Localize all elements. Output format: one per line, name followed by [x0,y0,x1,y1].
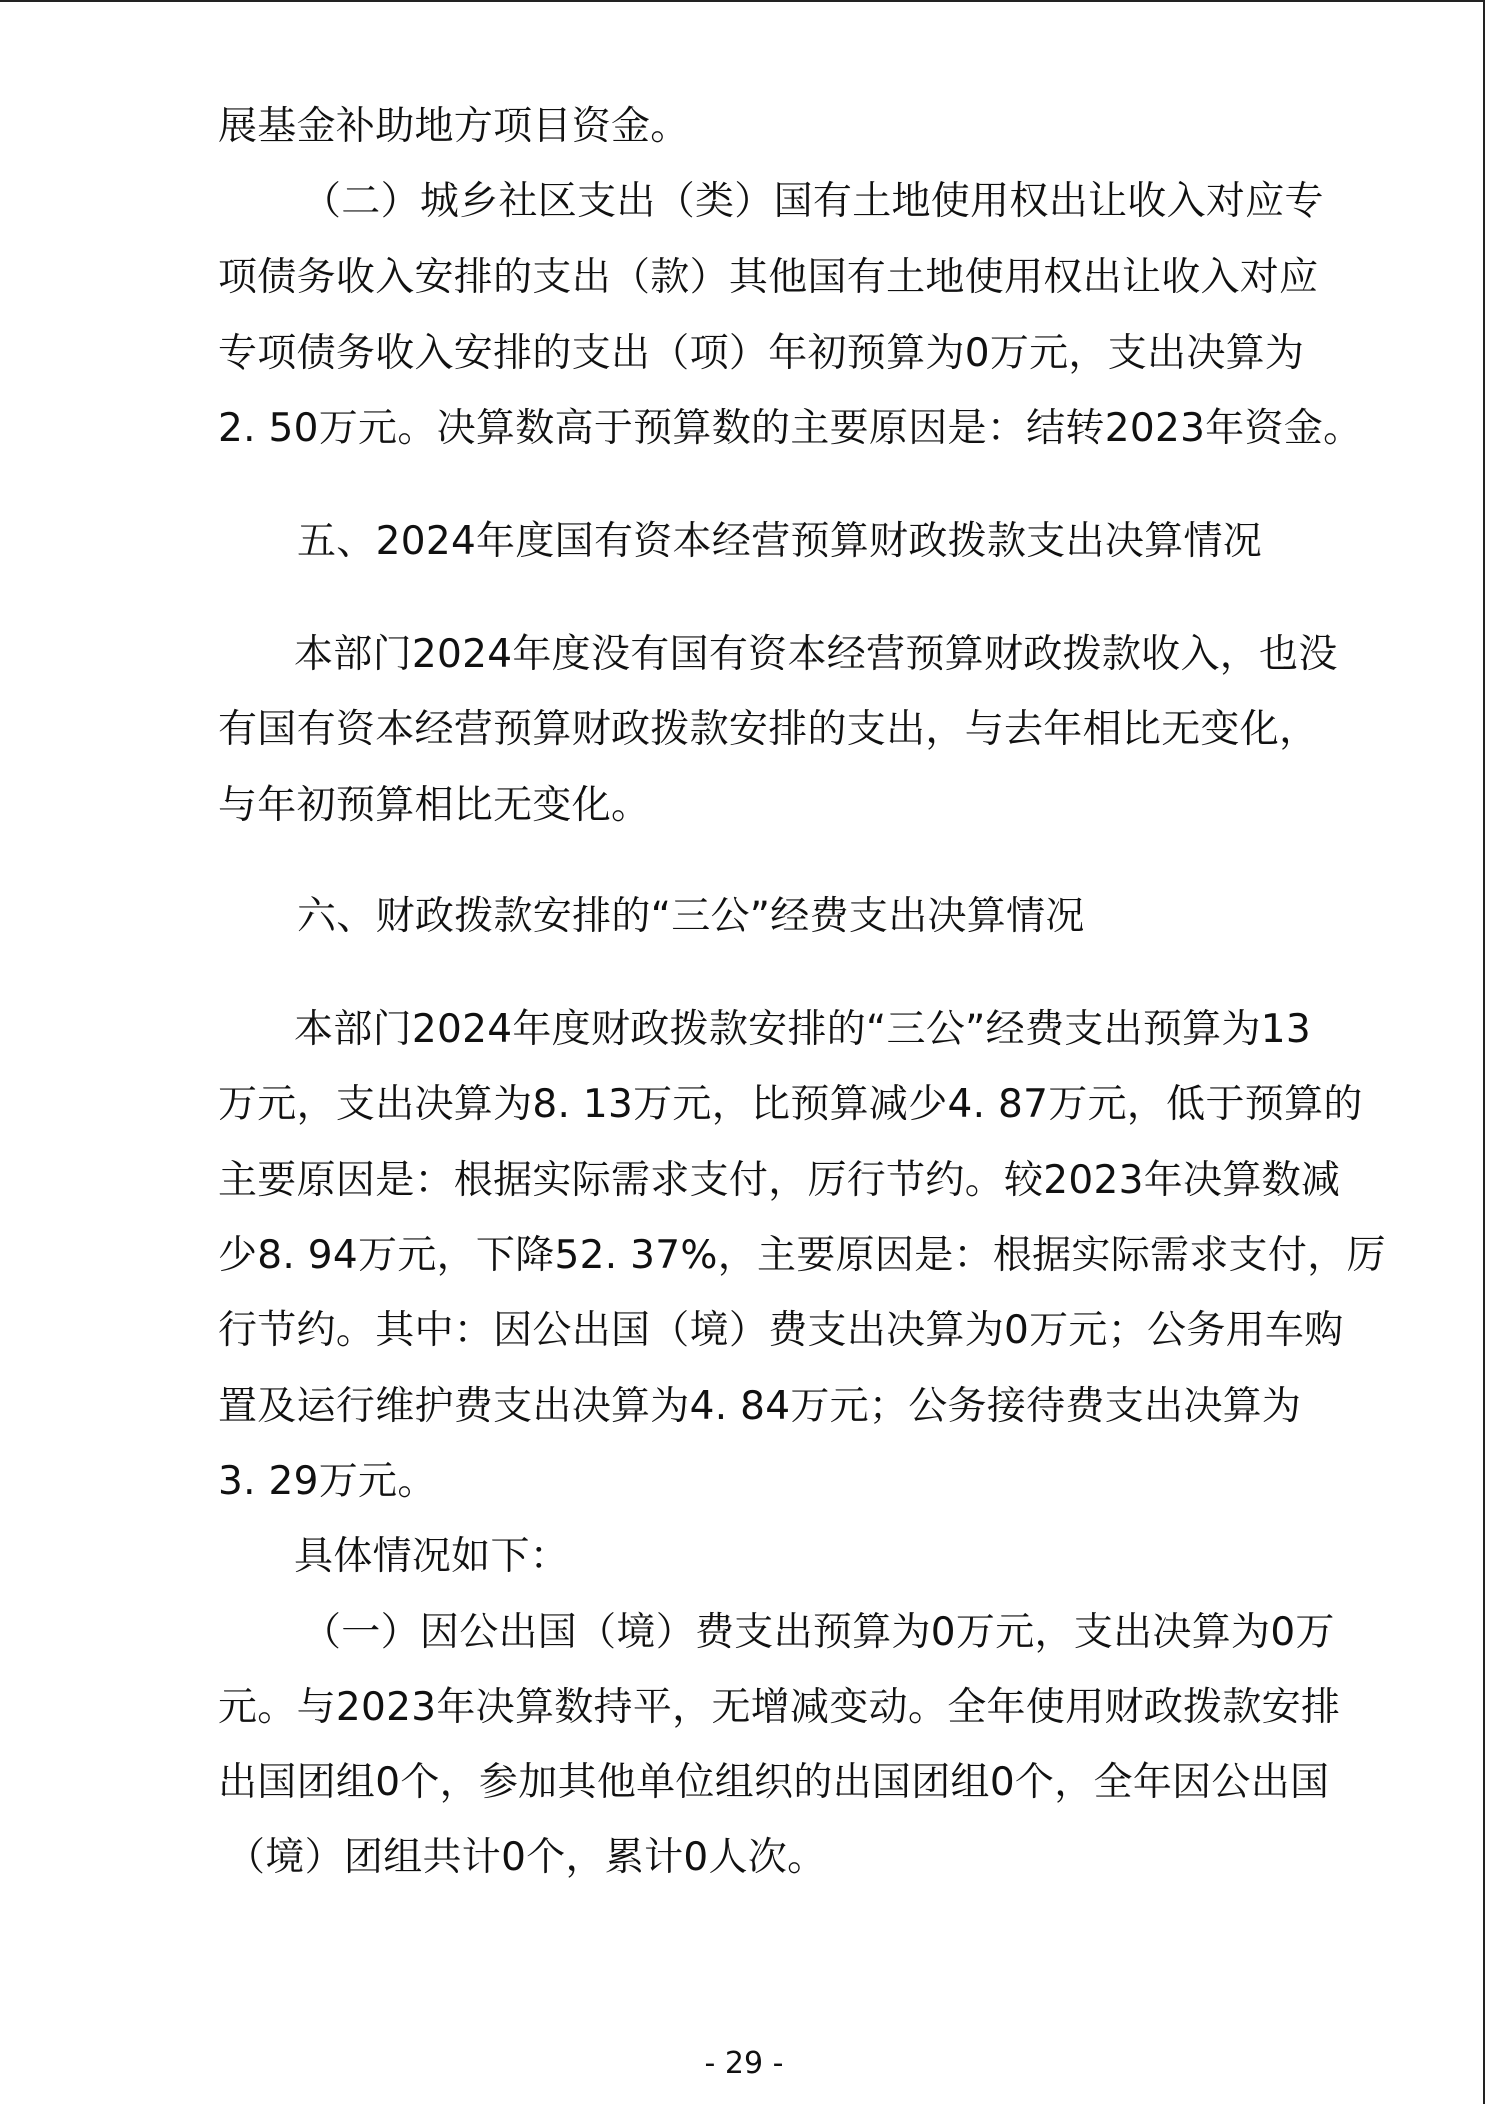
paragraph-line: 3. 29万元。 [218,1459,437,1504]
paragraph-line: 有国有资本经营预算财政拨款安排的支出，与去年相比无变化， [218,707,1319,752]
paragraph-line: 主要原因是：根据实际需求支付，厉行节约。较2023年决算数减 [218,1158,1341,1203]
paragraph-line: 少8. 94万元，下降52. 37%，主要原因是：根据实际需求支付，厉 [218,1233,1386,1278]
paragraph-line: 出国团组0个，参加其他单位组织的出国团组0个，全年因公出国 [218,1760,1330,1805]
paragraph-line: 置及运行维护费支出决算为4. 84万元；公务接待费支出决算为 [218,1384,1302,1429]
paragraph-line: 展基金补助地方项目资金。 [218,104,690,149]
section-heading: 五、2024年度国有资本经营预算财政拨款支出决算情况 [297,519,1263,564]
paragraph-line: 2. 50万元。决算数高于预算数的主要原因是：结转2023年资金。 [218,406,1363,451]
paragraph-line: 万元，支出决算为8. 13万元，比预算减少4. 87万元，低于预算的 [218,1082,1363,1127]
paragraph-line: （境）团组共计0个，累计0人次。 [226,1835,827,1880]
paragraph-line: 元。与2023年决算数持平，无增减变动。全年使用财政拨款安排 [218,1685,1341,1730]
paragraph-line: 与年初预算相比无变化。 [218,783,651,828]
paragraph-line: 专项债务收入安排的支出（项）年初预算为0万元，支出决算为 [218,331,1305,376]
paragraph-line: 具体情况如下： [294,1534,570,1579]
paragraph-line: 本部门2024年度没有国有资本经营预算财政拨款收入，也没 [294,632,1338,677]
paragraph-line: （二）城乡社区支出（类）国有土地使用权出让收入对应专 [302,179,1324,224]
section-heading: 六、财政拨款安排的“三公”经费支出决算情况 [297,894,1085,939]
paragraph-line: （一）因公出国（境）费支出预算为0万元，支出决算为0万 [302,1610,1335,1655]
paragraph-line: 行节约。其中：因公出国（境）费支出决算为0万元；公务用车购 [218,1308,1344,1353]
paragraph-line: 本部门2024年度财政拨款安排的“三公”经费支出预算为13 [294,1007,1311,1052]
paragraph-line: 项债务收入安排的支出（款）其他国有土地使用权出让收入对应 [218,255,1319,300]
page-number: - 29 - [704,2046,784,2081]
